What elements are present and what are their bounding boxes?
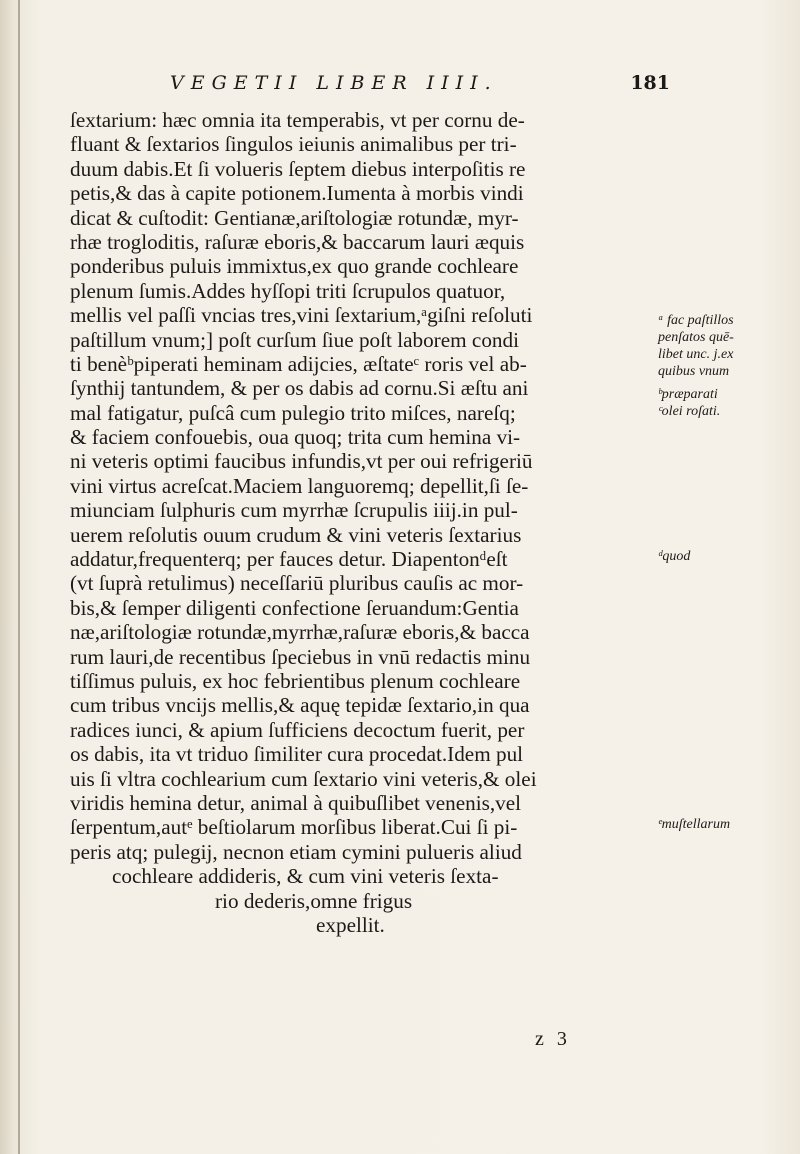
text-line: tiſſimus puluis, ex hoc febrientibus plenum cochleare [70,668,521,693]
text-line-final: expellit. [316,912,385,937]
marginal-note-line: quibus vnum [658,364,730,379]
main-text-block [70,108,655,937]
marginal-note [658,312,798,380]
text-line: & faciem confouebis, oua quoq; trita cum hemina vi- [70,425,521,450]
page-header [170,72,670,102]
running-head: VEGETII LIBER IIII. [170,72,498,94]
text-line: miunciam ſulphuris cum myrrhæ ſcrupulis iiij.in pul- [70,498,518,523]
marginal-note-line: ᵃ fac paſtillos [658,313,734,328]
text-line: ti benèᵇpiperati heminam adijcies, æſtateᶜ roris vel ab- [70,351,527,376]
text-line: mellis vel paſſi vncias tres,vini ſextarium,ᵃgiſni reſoluti [70,303,533,328]
text-line: cum tribus vncijs mellis,& aquę tepidæ ſextario,in qua [70,693,530,718]
marginal-note-line: ᵈquod [658,549,691,564]
text-line: fluant & ſextarios ſingulos ieiunis animalibus per tri- [70,132,517,157]
text-line: paſtillum vnum;] poſt curſum ſiue poſt laborem condi [70,327,519,352]
text-line: dicat & cuſtodit: Gentianæ,ariſtologiæ rotundæ, myr- [70,205,519,230]
text-line: uerem reſolutis ouum crudum & vini veteris ſextarius [70,522,522,547]
text-line: ſynthij tantundem, & per os dabis ad cornu.Si æſtu ani [70,376,529,401]
text-line: ponderibus puluis immixtus,ex quo grande cochleare [70,254,519,279]
marginal-note-line: ᶜolei roſati. [658,404,721,419]
text-line: ni veteris optimi faucibus infundis,vt per oui refrigeriū [70,449,533,474]
signature-mark: z 3 [535,1028,571,1050]
text-line-indented: rio dederis,omne frigus [215,888,413,913]
text-line: bis,& ſemper diligenti confectione ſeruandum:Gentia [70,595,519,620]
marginal-note [658,386,798,420]
text-line: petis,& das à capite potionem.Iumenta à morbis vindi [70,181,524,206]
text-line: rum lauri,de recentibus ſpeciebus in vnū redactis minu [70,644,531,669]
marginal-note-line: libet unc. j.ex [658,347,734,362]
text-line: ſextarium: hæc omnia ita temperabis, vt per cornu de- [70,108,525,132]
text-line: vini virtus acreſcat.Maciem languoremq; depellit,ſi ſe- [70,473,529,498]
marginal-note [658,548,798,565]
text-line: os dabis, ita vt triduo ſimiliter cura procedat.Idem pul [70,742,524,767]
text-line-indented: cochleare addideris, & cum vini veteris ſexta- [112,864,499,889]
gutter-shadow [18,0,20,1154]
text-line: rhæ trogloditis, raſuræ eboris,& baccarum lauri æquis [70,229,525,254]
marginal-note-line: ᵉmuſtellarum [658,817,731,832]
marginal-note-line: penſatos quē- [658,330,734,345]
page-number: 181 [630,72,670,94]
text-line: mal fatigatur, puſcâ cum pulegio trito miſces, nareſq; [70,400,516,425]
text-line: næ,ariſtologiæ rotundæ,myrrhæ,raſuræ eboris,& bacca [70,620,530,645]
marginal-note-line: ᵇpræparati [658,387,718,402]
text-line: (vt ſuprà retulimus) neceſſariū pluribus cauſis ac mor- [70,571,524,596]
marginal-note [658,816,798,833]
text-line: viridis hemina detur, animal à quibuſlibet venenis,vel [70,790,522,815]
text-line: duum dabis.Et ſi volueris ſeptem diebus interpoſitis re [70,156,526,181]
text-line: addatur,frequenterq; per fauces detur. Diapentonᵈeſt [70,547,508,572]
text-line: ſerpentum,autᵉ beſtiolarum morſibus liberat.Cui ſi pi- [70,815,518,840]
text-line: radices iunci, & apium ſufficiens decoctum fuerit, per [70,717,525,742]
text-line: uis ſi vltra cochlearium cum ſextario vini veteris,& olei [70,766,537,791]
text-line: plenum ſumis.Addes hyſſopi triti ſcrupulos quatuor, [70,278,506,303]
text-line: peris atq; pulegij, necnon etiam cymini pulueris aliud [70,839,522,864]
